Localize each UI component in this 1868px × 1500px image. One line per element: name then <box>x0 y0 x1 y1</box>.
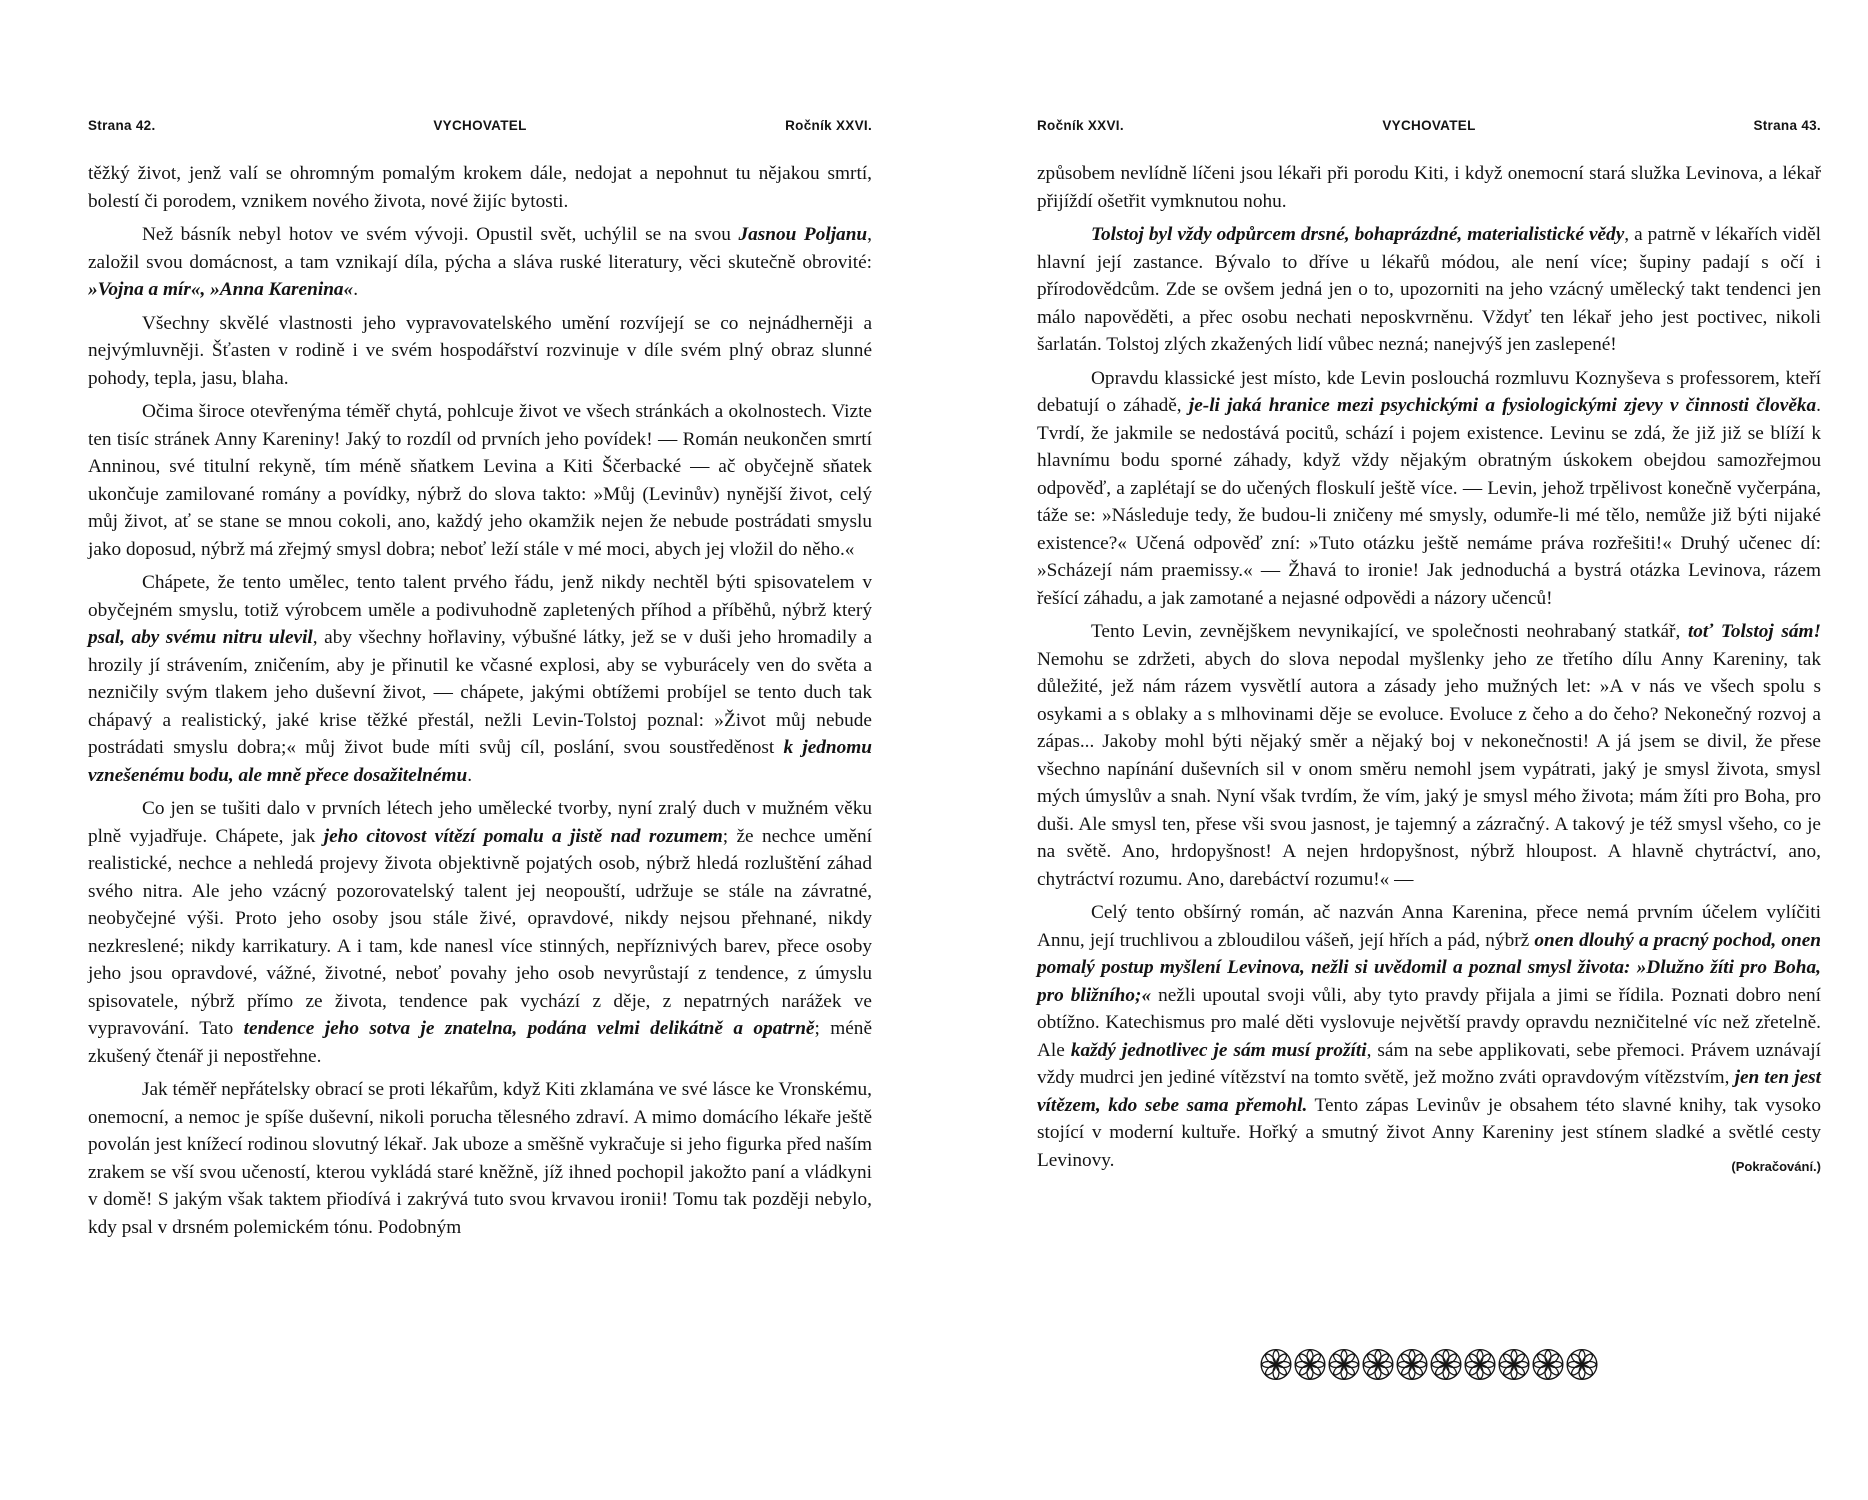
rosette-ornament-icon <box>1532 1348 1565 1381</box>
text-run: , a patrně v lékařích viděl hlavní její zastance. Bývalo to dříve u lékařů módou, ale není více; šupiny padají s očí i přírodovědcům. Zde se ovšem jedná jen o to, upozorniti na jeho vzácný umělecký takt tendenci jen málo napověděti, a přec osobu nechati neposkvrněnu. Vždyť ten lékař jeho jest poctivec, nikoli šarlatán. Tolstoj zlých zkažených lidí vůbec nezná; nanejvýš jen zaslepené! <box>1037 224 1821 355</box>
left-body-text <box>88 160 872 1247</box>
text-run: Celý tento obšírný román, ač nazván Anna Karenina, přece nemá prvním účelem vylíčiti Annu, její truchlivou a zbloudilou vášeň, její hřích a pád, nýbrž <box>1037 902 1821 951</box>
paragraph <box>88 310 872 393</box>
text-run: . <box>467 764 473 786</box>
paragraph <box>1037 618 1821 893</box>
right-page-number: Strana 43. <box>1753 118 1821 133</box>
text-run: Než básník nebyl hotov ve svém vývoji. Opustil svět, uchýlil se na svou <box>142 224 739 245</box>
text-run: Co jen se tušiti dalo v prvních létech jeho umělecké tvorby, nyní zralý duch v mužném věku plně vyjadřuje. Chápete, jak <box>88 798 872 847</box>
paragraph <box>88 398 872 563</box>
emphasis-text: tendence jeho sotva je znatelna, podána velmi delikátně a opatrně <box>243 1018 815 1039</box>
text-run: Tento zápas Levinův je obsahem této slavné knihy, tak vysoko stojící v moderní kultuře. Hořký a smutný život Anny Kareniny jest stínem sladké a světlé cesty Levinovy. <box>1037 1094 1821 1171</box>
rosette-ornament-icon <box>1498 1348 1531 1381</box>
left-journal-title: VYCHOVATEL <box>433 118 527 133</box>
text-run: ; méně zkušený čtenář ji nepostřehne. <box>88 1018 872 1067</box>
rosette-ornament-icon <box>1260 1348 1293 1381</box>
emphasis-text: k jednomu vznešenému bodu, ale mně přece dosažitelnému <box>88 737 873 786</box>
text-run: Všechny skvělé vlastnosti jeho vypravovatelského umění rozvíjejí se co nejnádherněji a nejvýmluvněji. Šťasten v rodině i ve svém hospodářství rozvinuje v díle svém plný obraz slunné pohody, tepla, jasu, blaha. <box>88 312 872 389</box>
ornament-rule <box>1260 1348 1599 1381</box>
continuation-note: (Pokračování.) <box>1731 1159 1821 1174</box>
text-run: způsobem nevlídně líčeni jsou lékaři při porodu Kiti, i když onemocní stará služka Levinova, a lékař přijíždí ošetřit vymknutou nohu. <box>1037 163 1821 212</box>
rosette-ornament-icon <box>1566 1348 1599 1381</box>
text-run: Tento Levin, zevnějškem nevynikající, ve společnosti neohrabaný statkář, <box>1091 621 1688 642</box>
left-page <box>88 0 872 1500</box>
right-volume-label: Ročník XXVI. <box>1037 118 1124 133</box>
left-page-number: Strana 42. <box>88 118 156 133</box>
text-run: . <box>353 279 359 300</box>
emphasis-text: jeho citovost vítězí pomalu a jistě nad rozumem <box>323 825 723 847</box>
left-running-header <box>88 118 872 138</box>
text-run: těžký život, jenž valí se ohromným pomalým krokem dále, nedojat a nepohnut tu nějakou smrtí, bolestí či porodem, vznikem nového života, nové žijíc bytosti. <box>88 163 872 212</box>
right-body-text <box>1037 160 1821 1180</box>
text-run: , založil svou domácnost, a tam vznikají díla, pýcha a sláva ruské literatury, věci skutečně obrovité: <box>88 224 872 273</box>
emphasis-text: jen ten jest vítězem, kdo sebe sama přemohl. <box>1037 1067 1821 1116</box>
left-volume-label: Ročník XXVI. <box>785 118 872 133</box>
text-run: ; že nechce umění realistické, nechce a nehledá projevy života objektivně pojatých osob, nýbrž hledá rozluštění záhad svého nitra. Ale jeho vzácný pozorovatelský talent jej neopouští, udržuje se stále na závratné, neobyčejné výši. Proto jeho osoby jsou stále živé, opravdové, nikdy nejsou přehnané, nikdy nezkreslené; nikdy karrikatury. A i tam, kde nanesl více stinných, nepříznivých barev, přece osoby jeho jsou opravdové, vážné, životné, neboť povahy jeho osob nevyrůstají z tendence, z úmyslu spisovatele, nýbrž přímo ze života, tendence pak vychází z děje, z nepatrných narážek ve vypravování. Tato <box>88 825 873 1039</box>
rosette-ornament-icon <box>1294 1348 1327 1381</box>
rosette-ornament-icon <box>1396 1348 1429 1381</box>
text-run: . Tvrdí, že jakmile se nedostává pocitů, schází i pojem existence. Levinu se zdá, že již již se blíží k hlavnímu bodu sporné záhady, když vždy nějakým obratným úskokem obejdou samozřejmou odpověď, a zaplétají se do učených floskulí ještě více. — Levin, jehož trpělivost konečně vyčerpána, táže se: »Následuje tedy, že budou-li zničeny mé smysly, odumře-li mé tělo, nemůže již býti nijaké existence?« Učená odpověď zní: »Tuto otázku ještě nemáme práva rozřešiti!« Druhý učenec dí: »Scházejí nám praemissy.« — Žhavá to ironie! Jak jednoduchá a bystrá otázka Levinova, rázem řešící záhadu, a jak zamotané a nejasné odpovědi a názory učenců! <box>1037 395 1821 609</box>
emphasis-text: »Vojna a mír«, »Anna Karenina« <box>88 279 354 300</box>
text-run: nežli upoutal svoji vůli, aby tyto pravdy přijala a jimi se řídila. Poznati dobro není obtížno. Katechismus pro malé děti vyslovuje největší pravdy opravdu nezničitelné víc než zřetelně. Ale <box>1037 984 1822 1061</box>
right-page <box>1037 0 1821 1500</box>
rosette-ornament-icon <box>1430 1348 1463 1381</box>
text-run: , sám na sebe applikovati, sebe přemoci. Právem uznávají vždy mudrci jen jediné vítězství na tomto světě, jež možno zváti opravdovým vítězstvím, <box>1037 1039 1821 1088</box>
paragraph <box>88 569 872 789</box>
rosette-ornament-icon <box>1328 1348 1361 1381</box>
emphasis-text: onen dlouhý a pracný pochod, onen pomalý postup myšlení Levinova, nežli si uvědomil a poznal smysl života: »Dlužno žíti pro Boha, pro bližního;« <box>1037 929 1822 1006</box>
paragraph <box>1037 221 1821 359</box>
text-run: Jak téměř nepřátelsky obrací se proti lékařům, když Kiti zklamána ve své lásce ke Vronskému, onemocní, a nemoc je spíše duševní, nikoli porucha tělesného zdraví. A mimo domácího lékaře ještě povolán jest knížecí rodinou slovutný lékař. Jak uboze a směšně vykračuje si jeho figurka před naším zrakem se vší svou učeností, kterou vykládá staré kněžně, jíž ihned pochopil jakožto paní a vládkyni v domě! S jakým však taktem přiodívá i zakrývá tuto svou krvavou ironii! Tomu tak později nebylo, kdy psal v drsném polemickém tónu. Podobným <box>88 1079 872 1238</box>
emphasis-text: Tolstoj byl vždy odpůrcem drsné, bohaprázdné, materialistické vědy <box>1091 224 1625 245</box>
paragraph <box>88 160 872 215</box>
text-run: Chápete, že tento umělec, tento talent prvého řádu, jenž nikdy nechtěl býti spisovatelem v obyčejném smyslu, totiž výrobcem uměle a podivuhodně zapletených příhod a příběhů, nýbrž který <box>88 572 872 621</box>
right-journal-title: VYCHOVATEL <box>1382 118 1476 133</box>
text-run: , aby všechny hořlaviny, výbušné látky, jež se v duši jeho hromadily a hrozily jí strávením, zničením, aby je přinutil ke včasné explosi, aby se vyburácely ven do světa a nezničily svým tlakem jeho duševní život, — chápete, jakými obtížemi probíjel se tento duch tak chápavý a realistický, jaké krise těžké přestál, nežli Levin-Tolstoj poznal: »Život můj nebude postrádati smyslu dobra;« můj život bude míti svůj cíl, poslání, svou soustředěnost <box>88 627 873 758</box>
paragraph <box>88 1076 872 1241</box>
paragraph <box>88 795 872 1070</box>
emphasis-text: psal, aby svému nitru ulevil <box>88 627 313 648</box>
emphasis-text: je-li jaká hranice mezi psychickými a fysiologickými zjevy v činnosti člověka <box>1188 395 1817 416</box>
paragraph <box>1037 160 1821 215</box>
right-running-header <box>1037 118 1821 138</box>
paragraph <box>1037 365 1821 613</box>
rosette-ornament-icon <box>1362 1348 1395 1381</box>
paragraph <box>1037 899 1821 1174</box>
rosette-ornament-icon <box>1464 1348 1497 1381</box>
paragraph <box>88 221 872 304</box>
emphasis-text: každý jednotlivec je sám musí prožíti <box>1070 1039 1367 1061</box>
text-run: Opravdu klassické jest místo, kde Levin poslouchá rozmluvu Koznyševa s professorem, kteří debatují o záhadě, <box>1037 367 1821 416</box>
text-run: Očima široce otevřenýma téměř chytá, pohlcuje život ve všech stránkách a okolnostech. Vizte ten tisíc stránek Anny Kareniny! Jaký to rozdíl od prvních jeho povídek! — Román neukončen smrtí Anninou, své titulní rekyně, tím méně sňatkem Levina a Kiti Ščerbacké — ač obyčejně sňatek ukončuje zamilované romány a povídky, nýbrž do slova takto: »Můj (Levinův) nynější život, celý můj život, ať se stane se mnou cokoli, ano, každý jeho okamžik nejen že nebude postrádati smyslu jako doposud, nýbrž má zřejmý smysl dobra; neboť leží stále v mé moci, abych jej vložil do něho.« <box>88 401 872 560</box>
emphasis-text: Jasnou Poljanu <box>738 224 868 245</box>
text-run: Nemohu se zdržeti, abych do slova nepodal myšlenky jeho ze třetího dílu Anny Kareniny, tak důležité, jež nám rázem vysvětlí autora a zásady jeho mužných let: »A v nás ve všech spolu s osykami a s oblaky a s mlhovinami děje se evoluce. Evoluce z čeho a do čeho? Nekonečný rozvoj a zápas... Jakoby mohl býti nějaký směr a nějaký boj v nekonečnosti! A já jsem se divil, že přese všechno napínání duševních sil v onom směru nemohl jsem vypátrati, jaký je smysl života, smysl mých úmyslův a snah. Nyní však tvrdím, že vím, jaký je smysl mého života; mám žíti pro Boha, pro duši. Ale smysl ten, přese vši svou jasnost, je tajemný a zázračný. A takový je též smysl všeho, co je na světě. Ano, hrdopyšnost! A nejen hrdopyšnost, nýbrž hloupost. A hlavně chytráctví, ano, chytráctví rozumu. Ano, darebáctví rozumu!« — <box>1037 648 1821 890</box>
emphasis-text: toť Tolstoj sám! <box>1687 621 1822 642</box>
